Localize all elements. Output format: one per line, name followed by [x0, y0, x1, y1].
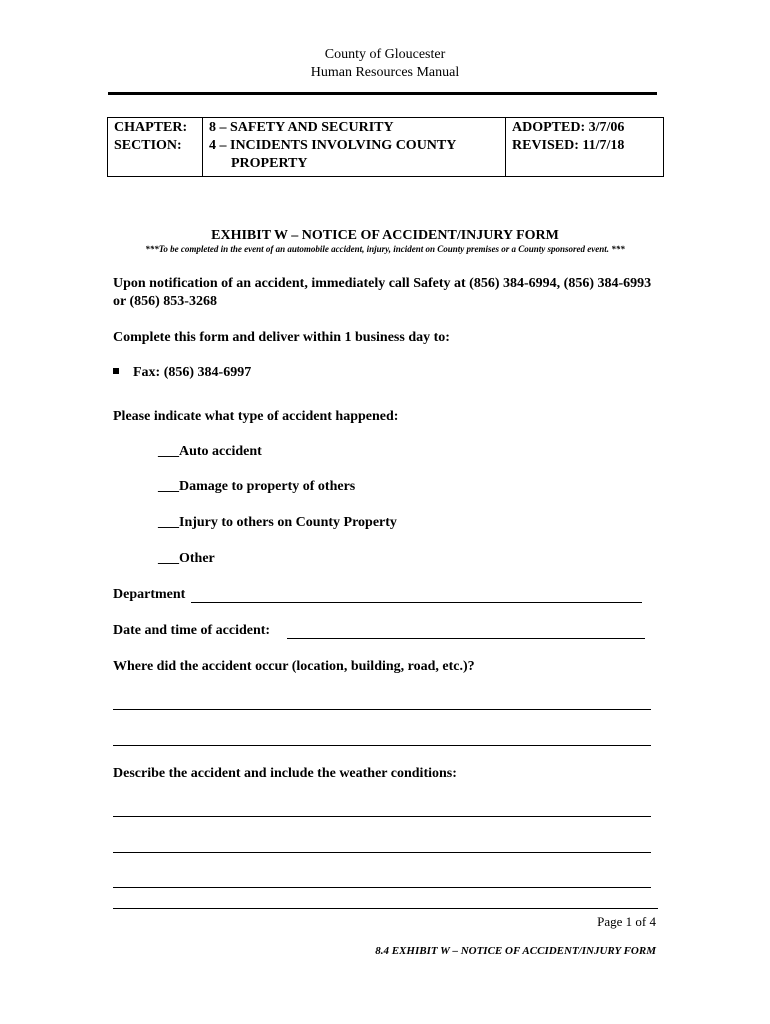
option-property-damage[interactable]: ___Damage to property of others [158, 479, 356, 494]
section-label: SECTION: [114, 138, 182, 153]
date-time-label: Date and time of accident: [113, 623, 271, 638]
section-value-line2: PROPERTY [231, 156, 308, 171]
chapter-value: 8 – SAFETY AND SECURITY [209, 120, 394, 135]
values-cell [203, 118, 506, 177]
department-field[interactable] [191, 602, 642, 603]
footer-divider [113, 908, 658, 909]
option-auto-accident[interactable]: ___Auto accident [158, 444, 262, 459]
adopted-date: ADOPTED: 3/7/06 [512, 120, 625, 135]
department-label: Department [113, 587, 186, 602]
chapter-label: CHAPTER: [114, 120, 188, 135]
option-other[interactable]: ___Other [158, 551, 215, 566]
fax-text: Fax: (856) 384-6997 [133, 365, 252, 380]
accident-type-prompt: Please indicate what type of accident happened: [113, 409, 399, 424]
chapter-section-table [107, 117, 664, 177]
location-line-2[interactable] [113, 745, 651, 746]
notification-paragraph: Upon notification of an accident, immediately call Safety at (856) 384-6994, (856) 384-6993 or (856) 853-3268 [113, 276, 652, 309]
header-manual: Human Resources Manual [310, 65, 460, 80]
header-divider [108, 92, 657, 95]
page-number: Page 1 of 4 [597, 914, 656, 929]
exhibit-title: EXHIBIT W – NOTICE OF ACCIDENT/INJURY FORM [211, 228, 559, 243]
describe-label: Describe the accident and include the weather conditions: [113, 766, 457, 781]
option-injury-to-others[interactable]: ___Injury to others on County Property [158, 515, 397, 530]
describe-line-1[interactable] [113, 816, 651, 817]
revised-date: REVISED: 11/7/18 [512, 138, 625, 153]
header-county: County of Gloucester [324, 47, 446, 62]
footer-title: 8.4 EXHIBIT W – NOTICE OF ACCIDENT/INJURY FORM [375, 945, 656, 957]
fax-item [113, 365, 251, 381]
describe-line-3[interactable] [113, 887, 651, 888]
location-label: Where did the accident occur (location, building, road, etc.)? [113, 659, 475, 674]
date-time-field[interactable] [287, 638, 645, 639]
exhibit-note: ***To be completed in the event of an automobile accident, injury, incident on County premises or a County sponsored event. *** [145, 244, 625, 254]
describe-line-2[interactable] [113, 852, 651, 853]
bullet-icon [113, 368, 119, 374]
dates-cell [506, 118, 664, 177]
deliver-instruction: Complete this form and deliver within 1 business day to: [113, 330, 450, 345]
labels-cell [108, 118, 203, 177]
section-value-line1: 4 – INCIDENTS INVOLVING COUNTY [209, 138, 457, 153]
location-line-1[interactable] [113, 709, 651, 710]
